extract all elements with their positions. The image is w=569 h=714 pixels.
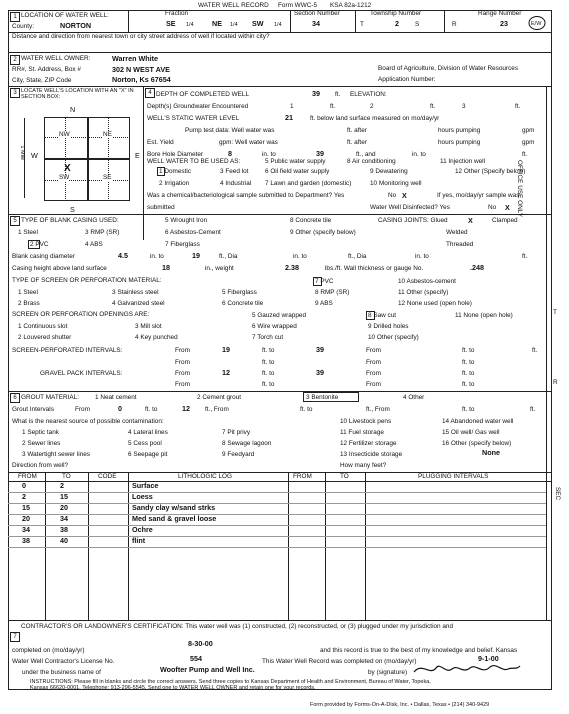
groundwater-label: Depth(s) Groundwater Encountered (147, 103, 249, 110)
log-row-divider (8, 525, 546, 526)
section-5-number: 5 (10, 216, 20, 226)
gravel2-ft-from: From (366, 381, 381, 388)
depth-value: 39 (312, 89, 320, 98)
joints-label: CASING JOINTS: Glued (378, 217, 448, 224)
open-5: 5 Gauzed wrapped (252, 312, 307, 319)
submitted-label: submitted (147, 204, 175, 211)
township-t: T (360, 21, 364, 28)
static-value: 21 (285, 113, 293, 122)
address-label: RR#, St. Address, Box # (12, 66, 81, 73)
sw-label: SW (59, 174, 70, 181)
log-row-divider (8, 536, 546, 537)
est-after: ft. after (347, 139, 367, 146)
gw-3: 3 (462, 103, 466, 110)
gravel-from-label: From (175, 370, 190, 377)
gravel-to: 39 (316, 368, 324, 377)
scale-line (24, 118, 25, 198)
log-row-to: 34 (60, 514, 68, 523)
city-label: City, State, ZIP Code (12, 77, 72, 84)
completed-date: 8-30-00 (188, 639, 213, 648)
screen-11: 11 Other (specify) (398, 289, 449, 296)
screen-2: 2 Brass (18, 300, 40, 307)
section-7-number: 7 (10, 632, 20, 642)
contam-10: 10 Livestock pens (340, 418, 392, 425)
log-row-lithology: Med sand & gravel loose (132, 514, 217, 523)
log-row-divider (8, 492, 546, 493)
divider (8, 214, 552, 215)
use-9: 9 Dewatering (370, 168, 408, 175)
log-header-code: CODE (98, 473, 117, 480)
log-header-to: TO (62, 473, 71, 480)
section-number-label: Section Number (294, 10, 340, 17)
log-row-from: 2 (22, 492, 26, 501)
contam-4: 4 Lateral lines (128, 429, 168, 436)
section-6-number: 6 (10, 393, 20, 403)
chem-label: Was a chemical/bacteriological sample submitted to Department? Yes (147, 192, 345, 199)
use-7: 7 Lawn and garden (domestic) (265, 180, 352, 187)
gravel-ft-from: From (366, 370, 381, 377)
bore-in-to: in. to (262, 151, 276, 158)
divider (546, 86, 547, 620)
office-use-label: OFFICE USE ONLY (516, 160, 523, 218)
screen-12: 12 None used (open hole) (398, 300, 472, 307)
fraction-1: SE (166, 19, 176, 28)
contam-6: 6 Seepage pit (128, 451, 168, 458)
log-row-from: 38 (22, 536, 30, 545)
grid-quarter (44, 137, 130, 138)
office-sec-label: SEC (554, 487, 561, 501)
north-label: N (70, 105, 76, 114)
grid-quarter (65, 117, 66, 201)
screen-6: 6 Concrete tile (222, 300, 264, 307)
range-circle-mark (527, 15, 547, 31)
section-4-number: 4 (145, 88, 155, 98)
bore-value: 8 (228, 149, 232, 158)
log-row-from: 0 (22, 481, 26, 490)
blank-ft-dia: ft., Dia (219, 253, 238, 260)
record-true: and this record is true to the best of my knowledge and belief. Kansas (320, 647, 518, 654)
screen-1: 1 Steel (18, 289, 38, 296)
owner-address: 302 N WEST AVE (112, 65, 170, 74)
use-1: 1 Domestic (159, 168, 191, 175)
fraction-2-sub: 1/4 (230, 22, 238, 28)
open-3: 3 Mill slot (135, 323, 162, 330)
pump-hours: hours pumping (438, 127, 481, 134)
casing-label: TYPE OF BLANK CASING USED: (21, 217, 119, 224)
blank-in-to-2: in. to (293, 253, 307, 260)
log-row-to: 20 (60, 503, 68, 512)
elevation-label: ELEVATION: (350, 91, 387, 98)
log-header-from-2: FROM (293, 473, 312, 480)
use-2: 2 Irrigation (159, 180, 190, 187)
signature-label: by (signature) (368, 669, 408, 676)
bore-ft-and: ft., and (356, 151, 376, 158)
completed-label: completed on (mo/day/yr) (12, 647, 85, 654)
office-r-label: R (553, 379, 558, 386)
use-12: 12 Other (Specify below) (455, 168, 526, 175)
gravel2-ft-to-2: ft. to (462, 381, 475, 388)
perf2-from-label: From (175, 359, 190, 366)
south-label: S (70, 205, 75, 214)
chem-no-x: X (402, 191, 407, 200)
grout-ft-to-2: ft. to (300, 406, 313, 413)
pump-gpm: gpm (522, 127, 535, 134)
gravel-from: 12 (222, 368, 230, 377)
grout-ft-from-2: ft., From (366, 406, 390, 413)
divider (355, 10, 356, 32)
log-row-lithology: Surface (132, 481, 159, 490)
bore-in-to-2: in. to (412, 151, 426, 158)
how-many-label: How many feet? (340, 462, 387, 469)
county-value: NORTON (60, 21, 92, 30)
perf-label: SCREEN-PERFORATED INTERVALS: (12, 347, 123, 354)
log-row-from: 34 (22, 525, 30, 534)
direction-label: Direction from well? (12, 462, 69, 469)
log-header-to-2: TO (340, 473, 349, 480)
divider (45, 472, 46, 620)
divider (290, 10, 291, 32)
pump-test-label: Pump test data: Well water was (185, 127, 275, 134)
static-tail: ft. below land surface measured on mo/day/yr (310, 115, 440, 122)
use-4: 4 Industrial (220, 180, 252, 187)
screen-10: 10 Asbestos-cement (398, 278, 456, 285)
contam-9: 9 Feedyard (222, 451, 255, 458)
gauge-value: .248 (470, 263, 484, 272)
contam-16: 16 Other (specify below) (442, 440, 512, 447)
depth-label: DEPTH OF COMPLETED WELL (156, 91, 250, 98)
est-yield-label: Est. Yield (147, 139, 174, 146)
contam-1: 1 Septic tank (22, 429, 59, 436)
range-label: Range Number (478, 10, 522, 17)
se-label: SE (103, 174, 112, 181)
grout-4: 4 Other (403, 394, 425, 401)
divider (8, 620, 552, 621)
contam-2: 2 Sewer lines (22, 440, 61, 447)
footer-credit: Form provided by Forms-On-A-Disk, Inc. • Dallas, Texas • (214) 340-9429 (310, 702, 490, 708)
ksa-ref: KSA 82a-1212 (330, 2, 372, 9)
perf-ft-to: ft. to (262, 347, 275, 354)
glued-x: X (468, 216, 473, 225)
distance-label: Distance and direction from nearest town or city street address of well if located within city? (12, 33, 270, 40)
est-gpm-label: gpm: Well water was (219, 139, 278, 146)
log-row-divider (8, 514, 546, 515)
disinfected-x: X (505, 203, 510, 212)
township-label: Township Number (370, 10, 422, 17)
log-row-lithology: flint (132, 536, 146, 545)
section-1-label: LOCATION OF WATER WELL: (21, 12, 109, 19)
fraction-3-sub: 1/4 (274, 22, 282, 28)
casing-8: 8 Concrete tile (290, 217, 332, 224)
open-11: 11 None (open hole) (455, 312, 513, 319)
divider (8, 52, 552, 53)
weight-label: in., weight (205, 265, 234, 272)
threaded-label: Threaded (446, 241, 474, 248)
section-2-number: 2 (10, 55, 20, 65)
gravel2-ft-to: ft. to (262, 381, 275, 388)
board-label: Board of Agriculture, Division of Water Resources (378, 65, 519, 72)
blank-label: Blank casing diameter (12, 253, 75, 260)
grout-ft-from: ft., From (205, 406, 229, 413)
casing-7: 7 Fiberglass (165, 241, 200, 248)
contam-3: 3 Watertight sewer lines (22, 451, 90, 458)
perf2-ft-to: ft. to (262, 359, 275, 366)
grout-intervals-label: Grout Intervals (12, 406, 54, 413)
open-10: 10 Other (specify) (368, 334, 419, 341)
log-header-lithologic: LITHOLOGIC LOG (178, 473, 232, 480)
fraction-3: SW (252, 19, 264, 28)
contam-15: 15 Oil well/ Gas well (442, 429, 500, 436)
township-s: S (415, 21, 420, 28)
use-10: 10 Monitoring well (370, 180, 422, 187)
owner-label: WATER WELL OWNER: (21, 55, 91, 62)
record-date: 9-1-00 (478, 654, 499, 663)
casing-6: 6 Asbestos-Cement (165, 229, 221, 236)
est-gpm: gpm (522, 139, 535, 146)
screen-label: TYPE OF SCREEN OR PERFORATION MATERIAL: (12, 277, 162, 284)
open-2: 2 Louvered shutter (18, 334, 72, 341)
log-header-plugging: PLUGGING INTERVALS (418, 473, 489, 480)
open-1: 1 Continuous slot (18, 323, 68, 330)
casing-2: 2 PVC (30, 241, 49, 248)
divider (365, 472, 366, 620)
log-row-divider (8, 503, 546, 504)
west-label: W (31, 151, 38, 160)
open-4: 4 Key punched (135, 334, 178, 341)
log-row-to: 40 (60, 536, 68, 545)
open-7: 7 Torch cut (252, 334, 284, 341)
fraction-label: Fraction (165, 10, 189, 17)
grout-2: 2 Cement grout (197, 394, 242, 401)
use-label: WELL WATER TO BE USED AS: (147, 158, 241, 165)
gravel-ft-to: ft. to (262, 370, 275, 377)
blank-ft-dia-2: ft., Dia (348, 253, 367, 260)
use-11: 11 Injection well (440, 158, 485, 165)
divider (143, 86, 144, 240)
county-label: County: (12, 23, 35, 30)
grout-ft-to-3: ft. to (462, 406, 475, 413)
grout-label: GROUT MATERIAL: (21, 394, 79, 401)
contam-11: 11 Fuel storage (340, 429, 384, 436)
section-3-label: LOCATE WELL'S LOCATION WITH AN "X" IN SECTION BOX: (21, 88, 134, 101)
mile-label: 1 Mile (19, 145, 26, 161)
casing-9: 9 Other (specify below) (290, 229, 356, 236)
divider (8, 391, 552, 392)
contam-14: 14 Abandoned water well (442, 418, 514, 425)
township-value: 2 (395, 19, 399, 28)
cert-line-1: CONTRACTOR'S OR LANDOWNER'S CERTIFICATION: This water well was (1) constructed, (2) reconstructed, or (3) plugged under my jurisdiction and (21, 623, 454, 630)
gw-2: 2 (370, 103, 374, 110)
log-row-to: 15 (60, 492, 68, 501)
range-r: R (452, 21, 457, 28)
contam-label: What is the nearest source of possible contamination: (12, 418, 164, 425)
divider (128, 472, 129, 620)
welded-label: Welded (446, 229, 468, 236)
gw-1: 1 (290, 103, 294, 110)
open-8: 8 Saw cut (368, 312, 397, 319)
contam-none: None (482, 448, 500, 457)
blank-dia: 4.5 (118, 251, 128, 260)
depth-unit: ft. (335, 91, 341, 98)
log-row-to: 38 (60, 525, 68, 534)
log-row-from: 20 (22, 514, 30, 523)
owner-name: Warren White (112, 54, 159, 63)
log-row-lithology: Sandy clay w/sand strks (132, 503, 216, 512)
perf2-ft-to-2: ft. to (462, 359, 475, 366)
log-row-lithology: Ochre (132, 525, 153, 534)
contam-12: 12 Fertilizer storage (340, 440, 397, 447)
license-number: 554 (190, 654, 202, 663)
log-row-to: 2 (60, 481, 64, 490)
open-9: 9 Drilled holes (368, 323, 409, 330)
grid-quarter (44, 180, 130, 181)
blank-to: 19 (192, 251, 200, 260)
casing-4: 4 ABS (85, 241, 103, 248)
divider (8, 86, 552, 87)
screen-7: 7 PVC (315, 278, 334, 285)
screen-4: 4 Galvanized steel (112, 300, 165, 307)
instructions-1: INSTRUCTIONS: Please fill in blanks and circle the correct answers. Send three copies to Kansas Department of Health and Environment, Bureau of Water, Topeka, (30, 679, 431, 685)
office-t-label: T (553, 309, 557, 316)
grid-quarter (108, 117, 109, 201)
grout-1: 1 Neat cement (95, 394, 137, 401)
range-ew: E/W (531, 21, 542, 27)
contam-7: 7 Pit privy (222, 429, 251, 436)
screen-8: 8 RMP (SR) (315, 289, 350, 296)
bore-to-value: 39 (316, 149, 324, 158)
gravel-label: GRAVEL PACK INTERVALS: (40, 370, 123, 377)
section-1-number: 1 (10, 12, 20, 22)
divider (8, 481, 552, 482)
screen-5: 5 Fiberglass (222, 289, 257, 296)
clamped-label: Clamped (492, 217, 518, 224)
casing-5: 5 Wrought Iron (165, 217, 208, 224)
contam-5: 5 Cess pool (128, 440, 162, 447)
perf-from-label: From (175, 347, 190, 354)
casing-1: 1 Steel (18, 229, 38, 236)
log-row-divider (8, 547, 546, 548)
section-3-number: 3 (10, 88, 20, 98)
nw-label: NW (59, 131, 70, 138)
application-number-label: Application Number: (378, 76, 436, 83)
owner-city: Norton, Ks 67654 (112, 75, 171, 84)
fraction-2: NE (212, 19, 222, 28)
gravel-ft-to-2: ft. to (462, 370, 475, 377)
grout-from-label: From (75, 406, 90, 413)
perf-from: 19 (222, 345, 230, 354)
weight-value: 2.38 (285, 263, 299, 272)
bore-label: Bore Hole Diameter (147, 151, 204, 158)
log-row-lithology: Loess (132, 492, 153, 501)
divider (288, 472, 289, 620)
signature-scribble (412, 660, 522, 678)
form-number: Form WWC-5 (278, 2, 318, 9)
height-value: 18 (162, 263, 170, 272)
use-8: 8 Air conditioning (347, 158, 396, 165)
static-label: WELL'S STATIC WATER LEVEL (147, 115, 240, 122)
grout-3: 3 Bentonite (306, 394, 339, 401)
fraction-1-sub: 1/4 (186, 22, 194, 28)
screen-3: 3 Stainless steel (112, 289, 159, 296)
record-completed-label: This Water Well Record was completed on (mo/day/yr) (262, 658, 417, 665)
grid-center-h (44, 158, 130, 160)
business-name: Woofter Pump and Well Inc. (160, 665, 255, 674)
use-5: 5 Public water supply (265, 158, 326, 165)
perf-ft-to-2: ft. to (462, 347, 475, 354)
est-hours: hours pumping (438, 139, 481, 146)
grout-ft-to: ft. to (145, 406, 158, 413)
grout-from: 0 (118, 404, 122, 413)
perf-ft-from: From (366, 347, 381, 354)
chem-tail: If yes, mo/day/yr sample was (437, 192, 520, 199)
license-label: Water Well Contractor's License No. (12, 658, 115, 665)
lbs-label: lbs./ft. Wall thickness or gauge No. (325, 265, 424, 272)
business-label: under the business name of (22, 669, 101, 676)
height-label: Casing height above land surface (12, 265, 107, 272)
log-header-from: FROM (18, 473, 37, 480)
disinfected-no: No (488, 204, 497, 211)
pump-after: ft. after (347, 127, 367, 134)
divider (128, 10, 129, 32)
use-6: 6 Oil field water supply (265, 168, 330, 175)
range-value: 23 (500, 19, 508, 28)
well-location-x: X (64, 163, 71, 174)
contam-13: 13 Insecticide storage (340, 451, 403, 458)
openings-label: SCREEN OR PERFORATION OPENINGS ARE: (12, 311, 150, 318)
disinfected-label: Water Well Disinfected? Yes (370, 204, 450, 211)
contam-8: 8 Sewage lagoon (222, 440, 272, 447)
divider (88, 472, 89, 620)
gravel2-from-label: From (175, 381, 190, 388)
casing-3: 3 RMP (SR) (85, 229, 120, 236)
instructions-2: Kansas 66620-0001. Telephone: 913-296-5545. Send one to WATER WELL OWNER and retain one for your records. (30, 685, 316, 691)
perf2-ft-from: From (366, 359, 381, 366)
perf-to: 39 (316, 345, 324, 354)
chem-no: No (388, 192, 397, 199)
blank-in-to: in. to (150, 253, 164, 260)
open-6: 6 Wire wrapped (252, 323, 297, 330)
divider (444, 10, 445, 32)
ne-label: NE (103, 131, 112, 138)
section-number: 34 (312, 19, 320, 28)
form-title: WATER WELL RECORD (198, 2, 269, 9)
blank-in-to-3: in. to (415, 253, 429, 260)
divider (325, 472, 326, 620)
east-label: E (135, 151, 140, 160)
log-row-from: 15 (22, 503, 30, 512)
grout-to: 12 (182, 404, 190, 413)
screen-9: 9 ABS (315, 300, 333, 307)
use-3: 3 Feed lot (220, 168, 249, 175)
